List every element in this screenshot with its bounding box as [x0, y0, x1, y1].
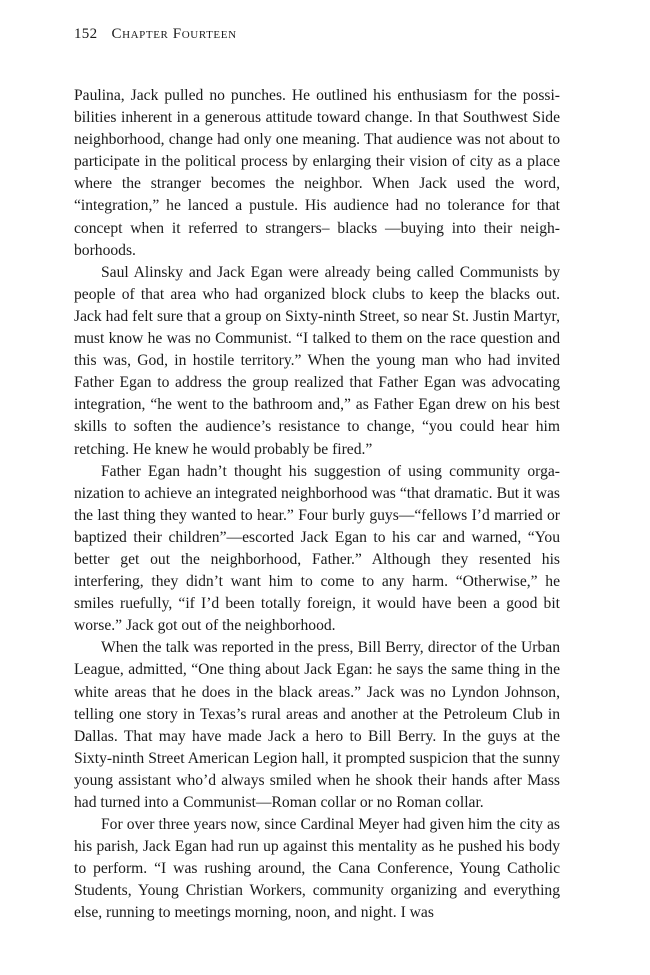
- paragraph: When the talk was reported in the press, Bill Berry, director of the Urban League, admitted, “One thing about Jack Egan: he says the same thing in the white areas that he does in the black areas.” Jack was no Lyndon Johnson, telling one story in Texas’s rural areas and another at the Petroleum Club in Dallas. That may have made Jack a hero to Bill Berry. In the guys at the Sixty-ninth Street American Legion hall, it prompted suspicion that the sunny young assistant who’d always smiled when he shook their hands after Mass had turned into a Communist—Roman collar or no Roman collar.: [74, 639, 560, 811]
- paragraph-continued: Paulina, Jack pulled no punches. He outlined his enthusiasm for the possibilities inherent in a generous attitude toward change. In that Southwest Side neighborhood, change had only one meaning. That audience was not about to participate in the political process by enlarging their vision of city as a place where the stranger becomes the neighbor. When Jack used the word, “integration,” he lanced a pustule. His audience had no tolerance for that concept when it referred to strangers– blacks —buying into their neighborhoods.: [74, 87, 560, 259]
- body-text: [74, 85, 560, 925]
- paragraph: Father Egan hadn’t thought his suggestion of using community organization to achieve an integrated neighborhood was “that dramatic. But it was the last thing they wanted to hear.” Four burly guys—“fellows I’d married or baptized their children”—escorted Jack Egan to his car and warned, “You better get out the neighborhood, Father.” Although they resented his interfering, they didn’t want him to come to any harm. “Otherwise,” he smiles ruefully, “if I’d been totally foreign, it would have been a good bit worse.” Jack got out of the neighborhood.: [74, 462, 560, 635]
- page-number: 152: [74, 26, 98, 42]
- paragraph: For over three years now, since Cardinal Meyer had given him the city as his parish, Jack Egan had run up against this mentality as he pushed his body to perform. “I was rushing around, the Cana Conference, Young Catholic Students, Young Christian Workers, community organizing and everything else, running to meetings morning, noon, and night. I was: [74, 816, 560, 922]
- chapter-title: Chapter Fourteen: [111, 26, 237, 42]
- running-head: [74, 26, 237, 43]
- paragraph: Saul Alinsky and Jack Egan were already being called Communists by people of that area who had organized block clubs to keep the blacks out. Jack had felt sure that a group on Sixty-ninth Street, so near St. Justin Martyr, must know he was no Communist. “I talked to them on the race question and this was, God, in hostile territory.” When the young man who had invited Father Egan to address the group realized that Father Egan was advocating integration, “he went to the bathroom and,” as Father Egan drew on his best skills to soften the audience’s resistance to change, “you could hear him retching. He knew he would probably be fired.”: [74, 263, 560, 458]
